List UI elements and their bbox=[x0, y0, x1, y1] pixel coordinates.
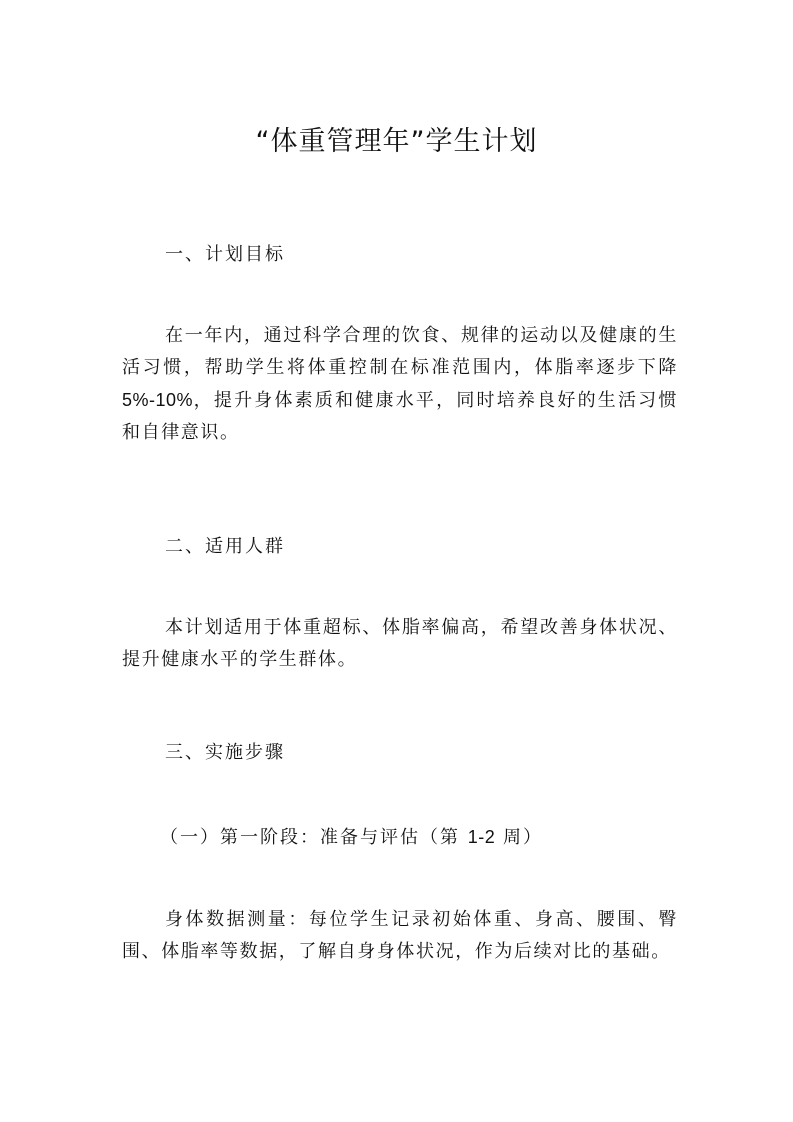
document-title: “体重管理年”学生计划 bbox=[255, 126, 538, 157]
audience-paragraph: 本计划适用于体重超标、体脂率偏高，希望改善身体状况、提升健康水平的学生群体。 bbox=[122, 617, 678, 670]
goals-paragraph-percentage: 5%-10% bbox=[122, 390, 194, 410]
phase-one-subheading-weeks: 1-2 bbox=[467, 827, 496, 847]
goals-paragraph-text-b: ，提升身体素质和健康水平，同时培养良好的生活习惯和自律意识。 bbox=[122, 390, 678, 443]
body-measurement-paragraph: 身体数据测量：每位学生记录初始体重、身高、腰围、臀围、体脂率等数据，了解自身身体状况，作为后续对比的基础。 bbox=[122, 909, 678, 962]
section-heading-audience: 二、适用人群 bbox=[165, 536, 285, 557]
section-heading-steps: 三、实施步骤 bbox=[165, 742, 285, 763]
phase-one-subheading-text-a: （一）第一阶段：准备与评估（第 bbox=[160, 827, 468, 848]
goals-paragraph bbox=[122, 320, 678, 449]
phase-one-subheading-text-b: 周） bbox=[495, 827, 543, 848]
goals-paragraph-text-a: 在一年内，通过科学合理的饮食、规律的运动以及健康的生活习惯，帮助学生将体重控制在标准范围内，体脂率逐步下降 bbox=[122, 325, 678, 378]
section-heading-goals: 一、计划目标 bbox=[165, 244, 285, 265]
phase-one-subheading bbox=[160, 822, 543, 853]
